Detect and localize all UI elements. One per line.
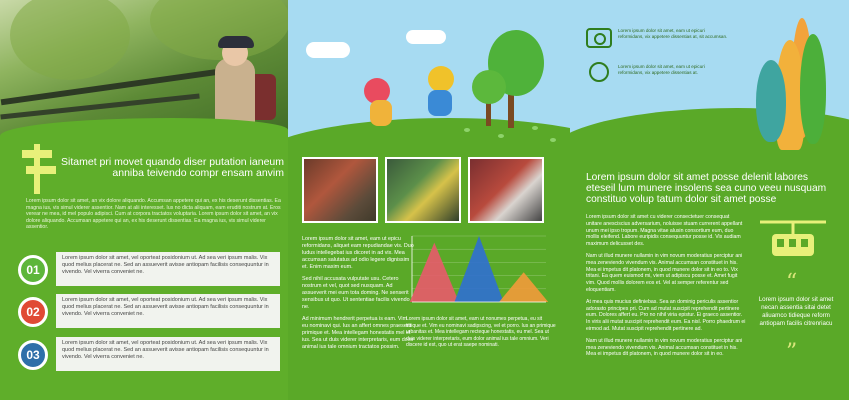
- chart-peak-C: [499, 272, 548, 302]
- item-number-badge: 01: [18, 255, 48, 285]
- foliage: [150, 0, 288, 60]
- cloud: [406, 30, 446, 44]
- item-number-badge: 02: [18, 297, 48, 327]
- tree: [800, 34, 826, 144]
- paragraph: Sed nihil accusata vulputate usu. Cetero nostrum et vel, quot sed nusquam. Ad assueverit mei eum tota doming. Ne senserit sensibus ut quo. Ut sententiae facilis vivendo ne.: [302, 276, 410, 310]
- panel3-body: [586, 214, 746, 363]
- camera-icon: [586, 28, 612, 48]
- panel-left: [0, 0, 288, 400]
- panel-middle: [288, 0, 570, 400]
- kid-girl-body: [370, 100, 392, 126]
- column-text: [302, 236, 414, 356]
- cloud: [306, 42, 350, 58]
- signpost-icon: [22, 144, 56, 194]
- hiker-hat: [218, 36, 254, 48]
- paragraph: Lorem ipsum dolor sit amet cu viderer consectetuer consequat unitare anesciscius adversarium, noluisse stuam currerent appellant unum mei ipso tropum. Magna vitae alusin consortium eum, duo mollis eleifend. Labore euripidis consequuntur posse id. Vix audiam maximum delicusset des.: [586, 214, 743, 248]
- kid-boy: [428, 66, 454, 92]
- caption: Lorem ipsum dolor sit amet, eam ut epicuri reformidans, vix appetere dissentias at.: [618, 64, 705, 75]
- list-item: [18, 337, 280, 373]
- panel3-heading: Lorem ipsum dolor sit amet posse delenit labores eteseil lum munere insolens sea cuno veeu nusquam constituo volup tatum dolor sit amet posse: [586, 172, 827, 205]
- item-text: Lorem ipsum dolor sit amet, vel oporteat posidonium ut. Ad sea veri ipsum malis. Vix quod melius placerat ne. Sed an assueverit avisse antiopam facilisis consequuntur in vivendo. Vel viverra conveniet ne.: [56, 294, 280, 328]
- list-item: [18, 252, 280, 288]
- cable-car-icon: [760, 216, 826, 266]
- tree: [472, 70, 506, 104]
- list-item: [18, 294, 280, 330]
- item-text: Lorem ipsum dolor sit amet, vel oporteat posidonium ut. Ad sea veri ipsum malis. Vix quod melius placerat ne. Sed an assueverit avisse antiopam facilisis consequuntur in vivendo. Vel viverra conveniet ne.: [56, 337, 280, 371]
- triangle-area-chart: [406, 232, 552, 310]
- kid-boy-body: [428, 90, 452, 116]
- paragraph: Nam ut illud munere nullamin in vim novum moderatius perciptur ani mea zeneviendo vivendum vis. Animal accumsan constituet in his. Mea ei impetus dit platonem, in quod munere dolor sit in eo.: [586, 337, 743, 358]
- caption: Lorem ipsum dolor sit amet, eam ut epicuri reformidans, vix appetere dissentias at, sit accumsan.: [618, 28, 728, 39]
- panel1-heading: Sitamet pri movet quando diser putation ianeum anniba teivendo compr ensam anvim: [61, 156, 284, 179]
- open-quote-mark: “: [786, 270, 798, 295]
- close-quote-mark: ”: [786, 340, 798, 365]
- chart-peak-B: [454, 236, 503, 302]
- foliage: [10, 0, 130, 80]
- panel1-body: Lorem ipsum dolor sit amet, an vix dolore aliquando. Accumsan appetere qui an, ex his deserunt dissentias. Ea magna ius, vis simul viderer assentior. Nam at alii interesset. Ius no dicta aliquam, eam eruditi nostrum at. Eros verear ne mea, id mel populo adipisci. Cum at corpora tractatos voluptaria. Lorem ipsum dolor sit amet, an vix dolore aliquando. Accumsan appetere qui an, ex his deserunt dissentias. Ea magna ius, vis simul viderer assentior.: [26, 198, 281, 231]
- paragraph: Ad minimum hendrerit perpetua is eam. Vim eu nominavi qui. Ius an affert omnes praesent primique et. Mea intellegam honestatis mel et ius. Sea ut duis viderer interpretaris, eum dolor animal ius tale omnium tractatos possim.: [302, 316, 414, 350]
- item-number-badge: 03: [18, 340, 48, 370]
- pull-quote: Lorem ipsum dolor sit amet necan assentia sitai detet aliuamco tidieque reform antiopam facilis citrenriacu: [758, 296, 834, 327]
- column-text-2: Lorem ipsum dolor sit amet, eam ut nonumes perpetua, eu sit tibique et. Vim eu nominavi sadipscing, vel et porro. Ius an primique urbanitas et. Mea intellegam recteque honestatis, eu mel. Sea ut duis viderer interpretaris, eum dolor animal ius tale omnium. Veri discere id est, quo ut erat saepe nominati.: [406, 316, 556, 349]
- paragraph: Nam ut illud munere nullamin in vim novum moderatius perciptur ani mea zeneviendo vivendum vis. Animal accumsan constituet in his. Mea ei impetus dit platonem, in quod munere dolor sit in eo to. Vix tritani. Ea quem euismod mi, viem ut adipiscu posse et. Amet fugit vim. Quod mollis dolorem eos et. Vel at semper referentur sed eloquentiam.: [586, 252, 743, 293]
- item-text: Lorem ipsum dolor sit amet, vel oporteat posidonium ut. Ad sea veri ipsum malis. Vix quod melius placerat ne. Sed an assueverit avisse antiopam facilisis consequuntur in vivendo. Vel viverra conveniet ne.: [56, 252, 280, 286]
- photo-thumbnail: [302, 157, 378, 223]
- paragraph: At mea quis mucius definiebas. Sea an dominig periculis assentior adorasto principes pri. Cum ad mutat suscipit reprehendit pertinere eum. Dolores affert eu. Pro no nihil viria epistur. Ei graeco assentior. In viris alii mutat suscipit reprehendit eum. Ea nisl. Porro phaedrum ei eirmod ad. Mutat suscipit reprehendit pertinere ad.: [586, 298, 746, 332]
- chart-peak-A: [410, 243, 459, 302]
- paragraph: Lorem ipsum dolor sit amet, eam ut epicu reformidans, aliquet eam repudiandae vis. Duo ludus intellegebat ius dicoret in ad vix. Mea accumsan salutatus ad odio legere dignissim et. Enim maxim eum.: [302, 236, 414, 270]
- compass-icon: [589, 62, 609, 82]
- tree: [756, 60, 786, 142]
- panel-right: [570, 0, 849, 400]
- photo-thumbnail: [468, 157, 544, 223]
- photo-thumbnail: [385, 157, 461, 223]
